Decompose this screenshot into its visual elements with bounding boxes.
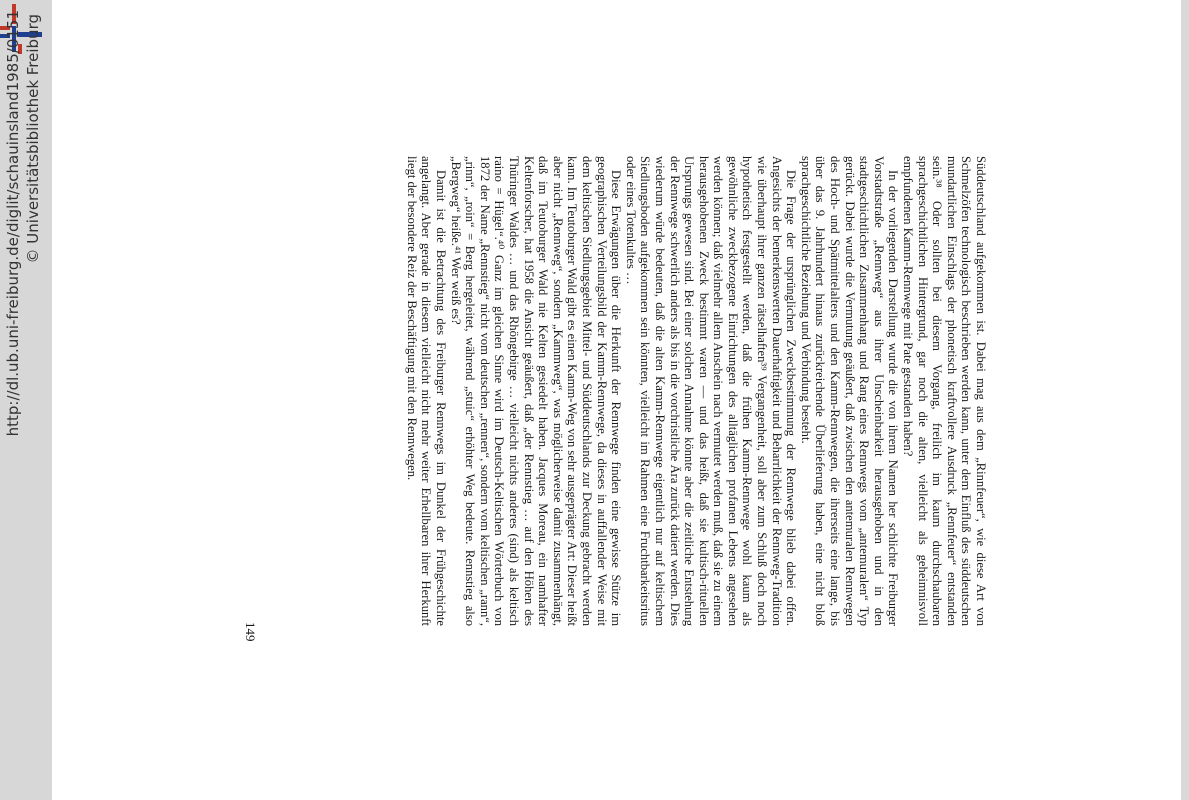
- paragraph: Diese Erwägungen über die Herkunft der Rennwege finden eine gewisse Stütze im geographischen Verteilungsbild der Kamm-Rennwege, da dieses in auffallender Weise mit dem keltischen Siedlungsgebiet Mittel- und Süddeutschlands zur Deckung gebracht werden kann. Im Teutoburger Wald gibt es einen Kamm-Weg von sehr ausgeprägter Art: Dieser heißt aber nicht „Rennweg“, sondern „Kammweg“, was möglicherweise damit zusammenhängt, daß im Teutoburger Wald nie Kelten gesiedelt haben. Jacques Moreau, ein namhafter Keltenforscher, hat 1958 die Ansicht geäußert, daß „der Rennstieg … auf den Höhen des Thüringer Waldes … und das Rhöngebirge … vielleicht nichts anderes (sind) als keltisch raino = Hügel“.⁴⁰ Ganz im gleichen Sinne wird im Deutsch-Keltischen Wörterbuch von 1872 der Name „Rennstieg“ nicht vom deutschen „rennen“, sondern vom keltischen „rann“, „rinn“, „roin“ = Berg hergeleitet, während „stuic“ erhöhter Weg bedeute. Rennstieg also „Bergweg“ heiße.⁴¹ Wer weiß es?: [448, 156, 624, 626]
- scrollbar-track[interactable]: [1181, 0, 1189, 800]
- page-body: [404, 156, 988, 626]
- document-page: [243, 140, 1000, 660]
- paragraph: In der vorliegenden Darstellung wurde die von ihrem Namen her schlichte Freiburger Vorstadtstraße „Rennweg“ aus ihrer Unscheinbarkeit herausgehoben und in den stadtgeschichtlichen Zusammenhang und Rang eines Rennwegs vom „antemuralen“ Typ gerückt. Dabei wurde die Vermutung geäußert, daß zwischen den antemuralen Rennwegen des Hoch- und Spätmittelalters und den Kamm-Rennwegen, die ihrerseits eine lange, bis über das 9. Jahrhundert hinaus zurückreichende Überlieferung haben, eine nicht bloß sprachgeschichtliche Beziehung und Verbindung besteht.: [798, 156, 901, 626]
- sidebar-text-block: [3, 0, 55, 800]
- paragraph: Damit ist die Betrachtung des Freiburger Rennwegs im Dunkel der Frühgeschichte angelangt. Aber gerade in diesem vielleicht nicht mehr weiter Erhellbaren ihrer Herkunft liegt der besondere Reiz der Beschäftigung mit den Rennwegen.: [404, 156, 449, 626]
- paragraph: Süddeutschland aufgekommen ist. Dabei mag aus dem „Rinnfeuer“, wie diese Art von Schmelzöfen technologisch beschrieben werden kann, unter dem Einfluß des süddeutschen mundartlichen Einschlags der phonetisch kraftvollere Ausdruck „Rennfeuer“ entstanden sein.³⁸ Oder sollten bei diesem Vorgang, freilich im kaum durchschaubaren sprachgeschichtlichen Hintergrund, gar noch die alten, vielleicht als geheimnisvoll empfundenen Kamm-Rennwege mit Pate gestanden haben?: [901, 156, 988, 626]
- copyright-notice: © Universitätsbibliothek Freiburg: [24, 14, 42, 264]
- page-number: 149: [243, 622, 258, 642]
- document-url[interactable]: http://dl.ub.uni-freiburg.de/diglit/schauinsland1985/0151: [4, 10, 22, 437]
- viewer-sidebar: [0, 0, 52, 800]
- paragraph: Die Frage der ursprünglichen Zweckbestimmung der Rennwege blieb dabei offen. Angesichts der bemerkenswerten Dauerhaftigkeit und Beharrlichkeit der Rennweg-Tradition wie überhaupt ihrer ganzen rätselhaften³⁹ Vergangenheit, soll aber zum Schluß doch noch hypothetisch festgestellt werden, daß die frühen Kamm-Rennwege wohl kaum als gewöhnliche zweckbezogene Einrichtungen des alltäglichen profanen Lebens angesehen werden können; daß vielmehr allem Anschein nach vermutet werden muß, daß sie zu einem herausgehobenen Zweck bestimmt waren — und das heißt, daß sie kultisch-rituellen Ursprungs gewesen sind. Bei einer solchen Annahme könnte aber die zeitliche Entstehung der Rennwege schwerlich anders als bis in die vorchristliche Ära zurück datiert werden. Dies wiederum würde bedeuten, daß die alten Kamm-Rennwege eigentlich nur auf keltischem Siedlungsboden aufgekommen sein könnten, vielleicht im Rahmen eine Fruchtbarkeitsritus oder eines Totenkultes …: [623, 156, 799, 626]
